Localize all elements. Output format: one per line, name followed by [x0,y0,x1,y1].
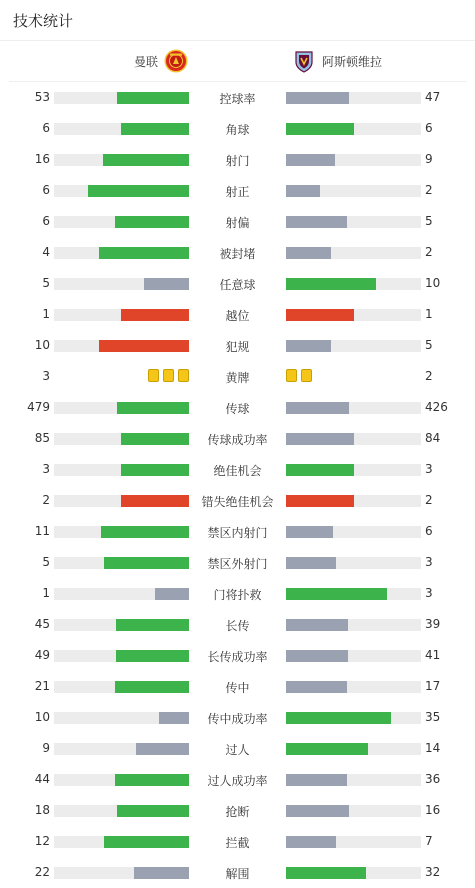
home-stat-bar-fill [115,681,189,693]
page-title: 技术统计 [13,11,74,30]
home-stat-bar-fill [117,92,189,104]
away-stat-bar [286,123,421,135]
stat-row [0,299,475,330]
stat-row [0,361,475,392]
stat-label: 任意球 [219,278,256,292]
stat-label: 过人成功率 [207,774,268,788]
away-stat-bar [286,247,421,259]
stat-row [0,113,475,144]
away-stat-bar-fill [286,774,347,786]
away-stat-bar [286,867,421,879]
stat-row [0,268,475,299]
home-stat-bar [54,402,189,414]
home-stat-value: 4 [42,245,50,259]
home-stat-value: 10 [34,338,50,352]
away-stat-bar [286,681,421,693]
away-stat-bar [286,402,421,414]
away-stat-bar [286,154,421,166]
home-stat-value: 1 [42,586,50,600]
away-stat-bar-fill [286,836,336,848]
away-stat-bar-fill [286,619,348,631]
home-stat-value: 21 [34,679,50,693]
away-stat-value: 3 [425,586,433,600]
stat-row [0,82,475,113]
home-stat-bar-fill [117,805,189,817]
away-stat-bar [286,340,421,352]
away-stat-value: 2 [425,245,433,259]
home-stat-value: 44 [34,772,50,786]
away-stat-bar-fill [286,154,335,166]
stat-label: 抢断 [225,805,250,819]
stat-row [0,206,475,237]
away-stat-bar [286,650,421,662]
away-stat-bar-fill [286,216,347,228]
home-stat-value: 6 [42,214,50,228]
away-stat-value: 10 [425,276,441,290]
home-stat-bar [54,495,189,507]
home-team[interactable] [134,49,188,73]
stat-row [0,640,475,671]
away-stat-bar-fill [286,712,391,724]
stat-row [0,733,475,764]
away-yellow-cards [286,369,312,384]
stat-label: 过人 [225,743,250,757]
away-stat-bar [286,92,421,104]
home-stat-bar-fill [104,557,189,569]
stat-label: 射门 [225,154,250,168]
stat-label: 射偏 [225,216,250,230]
home-stat-bar-fill [115,216,189,228]
stat-label: 错失绝佳机会 [201,495,274,509]
away-stat-bar [286,495,421,507]
away-stat-value: 6 [425,121,433,135]
home-stat-bar-fill [101,526,189,538]
home-stat-value: 49 [34,648,50,662]
stat-label: 被封堵 [219,247,256,261]
away-stat-bar [286,619,421,631]
stat-label: 门将扑救 [213,588,262,602]
stat-label: 越位 [225,309,250,323]
home-stat-bar [54,681,189,693]
away-stat-value: 2 [425,183,433,197]
away-stat-bar-fill [286,588,387,600]
away-stat-value: 2 [425,369,433,383]
home-stat-value: 1 [42,307,50,321]
home-stat-bar-fill [144,278,189,290]
manchester-united-crest-icon [164,49,188,73]
home-stat-bar-fill [134,867,189,879]
away-stat-value: 5 [425,214,433,228]
home-yellow-cards [148,369,189,384]
stat-label: 长传成功率 [207,650,268,664]
stat-row [0,578,475,609]
home-stat-bar [54,836,189,848]
home-stat-bar [54,619,189,631]
home-stat-bar-fill [121,123,189,135]
yellow-card-icon [163,369,174,382]
stat-row [0,175,475,206]
away-stat-value: 47 [425,90,441,104]
away-stat-bar-fill [286,278,376,290]
stat-label: 射正 [225,185,250,199]
stat-row [0,764,475,795]
home-stat-value: 45 [34,617,50,631]
away-stat-bar-fill [286,743,368,755]
home-stat-bar-fill [104,836,189,848]
home-stat-value: 6 [42,121,50,135]
stat-row [0,702,475,733]
away-stat-bar [286,836,421,848]
stat-label: 解围 [225,867,250,881]
home-stat-bar [54,340,189,352]
home-stat-value: 479 [27,400,50,414]
away-stat-bar-fill [286,309,354,321]
away-stat-bar-fill [286,92,349,104]
home-stat-bar-fill [88,185,189,197]
home-stat-value: 11 [34,524,50,538]
away-stat-bar [286,557,421,569]
away-stat-bar [286,588,421,600]
stat-label: 传中成功率 [207,712,268,726]
stat-label: 长传 [225,619,250,633]
away-stat-bar-fill [286,340,331,352]
home-stat-bar [54,185,189,197]
home-stat-value: 3 [42,369,50,383]
away-stat-value: 5 [425,338,433,352]
away-stat-bar [286,712,421,724]
stat-row [0,237,475,268]
stat-row [0,671,475,702]
away-stat-bar-fill [286,402,349,414]
away-stat-value: 426 [425,400,448,414]
away-stat-value: 7 [425,834,433,848]
away-stat-value: 39 [425,617,441,631]
away-stat-value: 84 [425,431,441,445]
yellow-card-icon [178,369,189,382]
stat-row [0,454,475,485]
away-stat-bar-fill [286,247,331,259]
home-stat-bar-fill [116,650,189,662]
page-header [0,0,475,41]
away-stat-value: 3 [425,555,433,569]
home-stat-value: 12 [34,834,50,848]
away-stat-value: 1 [425,307,433,321]
stat-row [0,485,475,516]
stat-label: 传球成功率 [207,433,268,447]
stat-row [0,516,475,547]
away-stat-value: 14 [425,741,441,755]
away-stat-bar-fill [286,433,354,445]
home-stat-bar [54,805,189,817]
away-stat-bar-fill [286,464,354,476]
stat-row [0,144,475,175]
stat-row [0,826,475,857]
home-stat-bar [54,309,189,321]
home-stat-bar-fill [121,309,189,321]
away-stat-bar [286,309,421,321]
home-stat-value: 2 [42,493,50,507]
stat-row [0,392,475,423]
away-stat-bar [286,743,421,755]
home-stat-value: 3 [42,462,50,476]
home-stat-bar [54,712,189,724]
away-stat-bar-fill [286,123,354,135]
home-stat-bar [54,464,189,476]
stat-label: 拦截 [225,836,250,850]
away-stat-bar [286,185,421,197]
away-stat-bar-fill [286,650,348,662]
home-stat-bar [54,557,189,569]
stat-label: 控球率 [219,92,256,106]
home-stat-value: 5 [42,555,50,569]
home-stat-value: 9 [42,741,50,755]
away-stat-bar [286,433,421,445]
away-stat-bar [286,216,421,228]
home-stat-bar-fill [99,340,189,352]
home-stat-bar [54,278,189,290]
away-stat-value: 17 [425,679,441,693]
stat-label: 绝佳机会 [213,464,262,478]
away-stat-value: 36 [425,772,441,786]
yellow-card-icon [148,369,159,382]
home-stat-value: 5 [42,276,50,290]
home-stat-bar-fill [115,774,189,786]
home-stat-bar [54,588,189,600]
away-stat-value: 9 [425,152,433,166]
stat-row [0,547,475,578]
home-stat-value: 22 [34,865,50,879]
home-team-name: 曼联 [133,54,158,69]
stat-label: 角球 [225,123,250,137]
stat-row [0,609,475,640]
home-stat-bar [54,247,189,259]
home-stat-bar [54,123,189,135]
away-stat-bar-fill [286,185,320,197]
stat-label: 禁区内射门 [207,526,268,540]
home-stat-value: 85 [34,431,50,445]
away-stat-bar-fill [286,681,347,693]
stats-list [0,82,475,888]
away-stat-bar-fill [286,526,333,538]
stat-label: 禁区外射门 [207,557,268,571]
home-stat-value: 53 [34,90,50,104]
away-stat-value: 16 [425,803,441,817]
home-stat-bar-fill [155,588,189,600]
home-stat-bar [54,743,189,755]
home-stat-bar-fill [103,154,189,166]
home-stat-bar [54,433,189,445]
yellow-card-icon [286,369,297,382]
home-stat-bar [54,774,189,786]
yellow-card-icon [301,369,312,382]
home-stat-bar [54,867,189,879]
aston-villa-crest-icon [292,49,316,73]
home-stat-bar-fill [121,464,189,476]
home-stat-bar-fill [159,712,189,724]
away-stat-bar-fill [286,495,354,507]
away-stat-bar [286,526,421,538]
stat-row [0,330,475,361]
away-stat-value: 32 [425,865,441,879]
home-stat-value: 18 [34,803,50,817]
away-stat-bar [286,278,421,290]
home-stat-bar-fill [116,619,189,631]
home-stat-bar [54,650,189,662]
away-team[interactable] [292,49,382,73]
away-stat-bar [286,805,421,817]
home-stat-bar-fill [99,247,189,259]
stat-label: 犯规 [225,340,250,354]
home-stat-value: 6 [42,183,50,197]
away-stat-value: 6 [425,524,433,538]
home-stat-bar [54,92,189,104]
stat-label: 黄牌 [225,371,250,385]
home-stat-bar [54,154,189,166]
home-stat-bar-fill [121,433,189,445]
stat-row [0,857,475,888]
home-stat-bar-fill [117,402,189,414]
teams-header [9,41,466,82]
stat-row [0,423,475,454]
home-stat-bar-fill [121,495,189,507]
home-stat-bar [54,526,189,538]
away-stat-value: 2 [425,493,433,507]
home-stat-value: 10 [34,710,50,724]
home-stat-bar-fill [136,743,189,755]
stat-label: 传中 [225,681,250,695]
home-stat-bar [54,216,189,228]
away-stat-bar-fill [286,557,336,569]
home-stat-value: 16 [34,152,50,166]
away-stat-value: 41 [425,648,441,662]
away-stat-bar [286,774,421,786]
stat-row [0,795,475,826]
away-stat-bar-fill [286,805,349,817]
stat-label: 传球 [225,402,250,416]
away-stat-bar-fill [286,867,366,879]
away-stat-value: 3 [425,462,433,476]
away-stat-bar [286,464,421,476]
away-stat-value: 35 [425,710,441,724]
away-team-name: 阿斯顿维拉 [322,54,383,69]
